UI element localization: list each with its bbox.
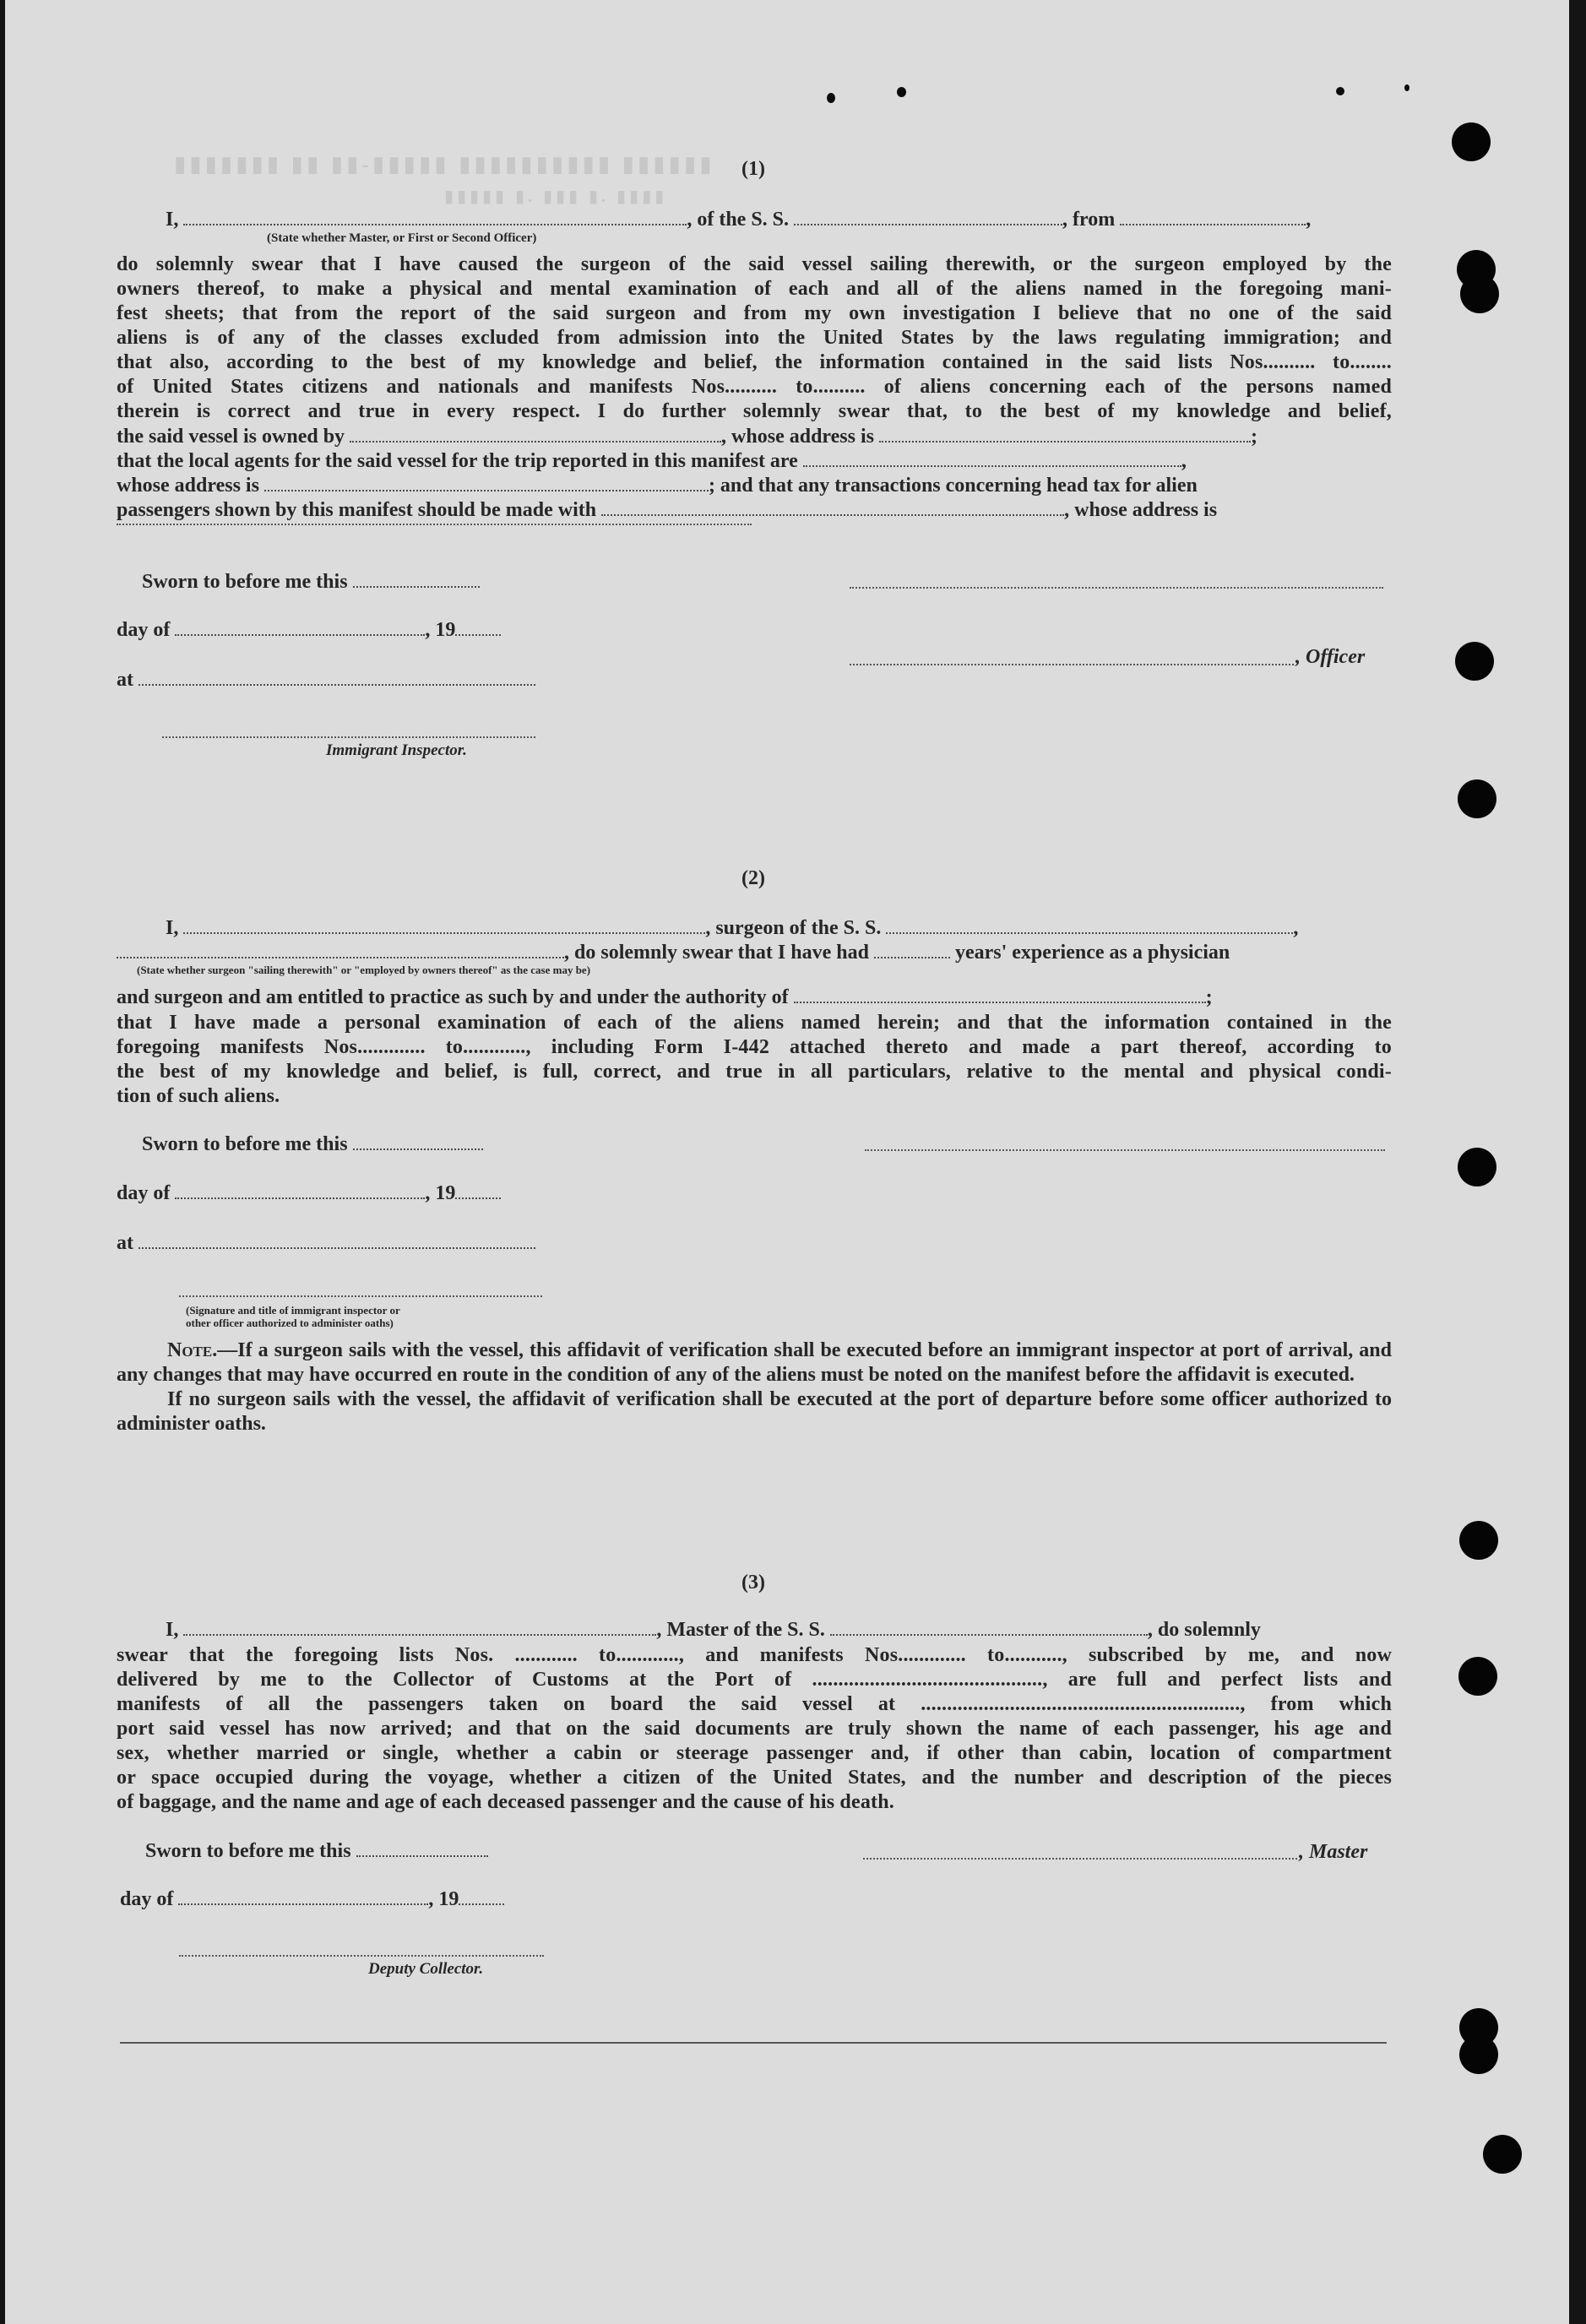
- body-line: owners thereof, to make a physical and mental examination of each and all of the aliens named in the foregoing mani-: [117, 278, 1392, 300]
- surgeon-label: , surgeon of the S. S.: [705, 917, 882, 939]
- of-ss-label: , of the S. S.: [687, 209, 790, 231]
- master-label: , Master of the S. S.: [656, 1619, 825, 1641]
- surgeon-signature-line[interactable]: [865, 1149, 1385, 1151]
- body-line: of United States citizens and nationals and manifests Nos.......... to.......... of aliens concerning each of the persons named: [117, 376, 1392, 398]
- sworn-label: Sworn to before me this: [142, 571, 348, 593]
- master-name-field[interactable]: [183, 1619, 656, 1636]
- section-1-heading: (1): [741, 158, 765, 180]
- section-1-i-line: I, , of the S. S. , from ,: [166, 209, 1312, 231]
- ink-speck: [827, 93, 835, 103]
- address-continuation-field[interactable]: [117, 524, 752, 525]
- day-of-label: day of: [117, 1182, 171, 1204]
- i-label: I,: [166, 917, 179, 939]
- sworn-day-field[interactable]: [356, 1840, 488, 1857]
- body-line: manifests of all the passengers taken on board the said vessel at ............................................................., from which: [117, 1693, 1392, 1715]
- surgeon-caption: (State whether surgeon "sailing therewith" or "employed by owners thereof" as the case may be): [137, 964, 591, 976]
- authority-line: and surgeon and am entitled to practice as such by and under the authority of ;: [117, 986, 1213, 1008]
- collector-signature-line[interactable]: [179, 1955, 544, 1957]
- bleed-through-text: ▮▮▮▮▮ ▮. ▮▮▮ ▮. ▮▮▮▮: [444, 187, 668, 206]
- body-line: therein is correct and true in every respect. I do further solemnly swear that, to the best of my knowledge and belief,: [117, 400, 1392, 422]
- note-2-text: If no surgeon sails with the vessel, the affidavit of verification shall be executed at the port of departure before some officer authorized to administer oaths.: [117, 1388, 1392, 1435]
- vessel-name-field[interactable]: [794, 209, 1062, 225]
- authority-field[interactable]: [794, 986, 1206, 1003]
- body-line: the best of my knowledge and belief, is full, correct, and true in all particulars, relative to the mental and physical condi-: [117, 1061, 1392, 1083]
- punch-hole: [1458, 779, 1496, 818]
- day-of-line: [117, 1182, 501, 1205]
- body-line: or space occupied during the voyage, whether a citizen of the United States, and the number and description of the pieces: [117, 1767, 1392, 1789]
- at-line: [117, 1232, 535, 1255]
- officer-caption: (State whether Master, or First or Second Officer): [267, 231, 537, 245]
- body-line: delivered by me to the Collector of Customs at the Port of ............................................, are full and perfect lists and: [117, 1669, 1392, 1691]
- sworn-label: Sworn to before me this: [142, 1133, 348, 1155]
- officer-name-field[interactable]: [183, 209, 687, 225]
- agents-address-line: [117, 475, 1198, 497]
- signature-caption-2: other officer authorized to administer oaths): [186, 1317, 394, 1329]
- passengers-address-label: , whose address is: [1064, 499, 1218, 521]
- inspector-caption: Immigrant Inspector.: [326, 741, 467, 759]
- i-label: I,: [166, 1619, 179, 1641]
- year-label: , 19: [425, 1182, 456, 1204]
- surgeon-vessel-field[interactable]: [886, 917, 1293, 934]
- officer-signature-line-2[interactable]: [850, 664, 1294, 665]
- master-signature-line[interactable]: [863, 1858, 1297, 1860]
- owner-address-field[interactable]: [879, 426, 1251, 443]
- bottom-rule: [120, 2042, 1387, 2044]
- body-line: aliens is of any of the classes excluded from admission into the United States by the laws regulating immigration; and: [117, 327, 1392, 349]
- inspector-signature-line[interactable]: [162, 736, 535, 738]
- years-label: years' experience as a physician: [954, 942, 1230, 964]
- body-line: foregoing manifests Nos............. to............, including Form I-442 attached thereto and made a part thereof, according to: [117, 1036, 1392, 1058]
- body-line: port said vessel has now arrived; and that on the said documents are truly shown the name of each passenger, his age and: [117, 1718, 1392, 1740]
- signature-caption-1: (Signature and title of immigrant inspector or: [186, 1304, 400, 1317]
- section-2-i-line: I, , surgeon of the S. S. ,: [166, 917, 1299, 939]
- sworn-day-field[interactable]: [353, 1133, 483, 1150]
- master-label: , Master: [1299, 1841, 1368, 1863]
- transactions-field[interactable]: [601, 499, 1064, 516]
- officer-signature-line-1[interactable]: [850, 587, 1383, 589]
- sworn-label: Sworn to before me this: [145, 1840, 351, 1862]
- section-2-note: [117, 1338, 1392, 1436]
- section-3-heading: (3): [741, 1572, 765, 1594]
- body-line: fest sheets; that from the report of the said surgeon and from my own investigation I believe that no one of the said: [117, 302, 1392, 324]
- body-line: swear that the foregoing lists Nos. ............ to............, and manifests Nos............. to..........., subscribed by me, and now: [117, 1644, 1392, 1666]
- sworn-line: [145, 1840, 488, 1863]
- i-label: I,: [166, 209, 179, 231]
- punch-hole: [1455, 642, 1494, 681]
- passengers-label: passengers shown by this manifest should be made with: [117, 499, 597, 521]
- surgeon-status-field[interactable]: [117, 942, 564, 958]
- at-place-field[interactable]: [139, 1232, 535, 1249]
- year-label: , 19: [425, 619, 456, 641]
- ink-speck: [1404, 84, 1409, 91]
- owned-by-line: the said vessel is owned by , whose address is ;: [117, 426, 1257, 448]
- bleed-through-text: ▮▮▮▮▮▮▮ ▮▮ ▮▮-▮▮▮▮▮ ▮▮▮▮▮▮▮▮▮▮ ▮▮▮▮▮▮: [174, 152, 715, 176]
- owned-by-label: the said vessel is owned by: [117, 426, 345, 448]
- agents-address-label: whose address is: [117, 475, 259, 497]
- ink-speck: [897, 87, 906, 97]
- owner-field[interactable]: [350, 426, 721, 443]
- punch-hole: [1483, 2135, 1522, 2174]
- manifest-affidavit-page: [5, 0, 1569, 2324]
- day-of-label: day of: [117, 619, 171, 641]
- section-3-i-line: [166, 1619, 1261, 1642]
- note-label: Note.: [167, 1339, 218, 1361]
- officer-label: , Officer: [1295, 646, 1366, 668]
- day-of-label: day of: [120, 1888, 174, 1910]
- day-of-line: [120, 1888, 504, 1911]
- agents-line: that the local agents for the said vessel for the trip reported in this manifest are ,: [117, 450, 1187, 472]
- day-of-line: [117, 619, 501, 642]
- sworn-day-field[interactable]: [353, 571, 480, 588]
- solemnly-label: , do solemnly swear that I have had: [564, 942, 869, 964]
- from-port-field[interactable]: [1120, 209, 1306, 225]
- agents-label: that the local agents for the said vessel for the trip reported in this manifest are: [117, 450, 798, 472]
- punch-hole: [1458, 1148, 1496, 1186]
- agents-field[interactable]: [803, 450, 1181, 467]
- punch-hole: [1460, 274, 1499, 313]
- punch-hole: [1459, 2035, 1498, 2074]
- inspector-signature-line[interactable]: [179, 1295, 542, 1297]
- section-3-last-line: of baggage, and the name and age of each deceased passenger and the cause of his death.: [117, 1791, 894, 1813]
- do-solemnly-label: , do solemnly: [1147, 1619, 1261, 1641]
- sworn-line: [142, 571, 480, 594]
- year-field[interactable]: [455, 1182, 501, 1199]
- body-line: that I have made a personal examination of each of the aliens named herein; and that the information contained in the: [117, 1012, 1392, 1034]
- years-field[interactable]: [874, 942, 950, 958]
- year-label: , 19: [428, 1888, 459, 1910]
- punch-hole: [1452, 122, 1491, 161]
- month-field[interactable]: [175, 619, 425, 636]
- section-2-last-line: tion of such aliens.: [117, 1085, 280, 1107]
- at-label: at: [117, 1232, 133, 1254]
- from-label: , from: [1062, 209, 1116, 231]
- punch-hole: [1458, 1657, 1497, 1696]
- section-1-body: [117, 252, 1392, 424]
- body-line: that also, according to the best of my knowledge and belief, the information contained in the said lists Nos.......... to........: [117, 351, 1392, 373]
- at-line: [117, 669, 535, 692]
- month-field[interactable]: [178, 1888, 428, 1905]
- section-2-body: [117, 1011, 1392, 1084]
- owner-address-label: , whose address is: [721, 426, 874, 448]
- agents-address-field[interactable]: [264, 475, 709, 491]
- year-field[interactable]: [459, 1888, 504, 1905]
- sworn-line: [142, 1133, 483, 1156]
- section-2-heading: (2): [741, 867, 765, 889]
- body-line: do solemnly swear that I have caused the surgeon of the said vessel sailing therewith, or the surgeon employed by the: [117, 253, 1392, 275]
- ink-speck: [1336, 87, 1344, 95]
- note-text: —If a surgeon sails with the vessel, this affidavit of verification shall be executed before an immigrant inspector at port of arrival, and any changes that may have occurred en route in the condition of any of the aliens must be noted on the manifest before the affidavit is executed.: [117, 1339, 1392, 1386]
- head-tax-label: ; and that any transactions concerning head tax for alien: [708, 475, 1198, 497]
- year-field[interactable]: [455, 619, 501, 636]
- surgeon-name-field[interactable]: [183, 917, 705, 934]
- passengers-line: [117, 499, 1217, 522]
- month-field[interactable]: [175, 1182, 425, 1199]
- section-3-body: [117, 1643, 1392, 1790]
- body-line: sex, whether married or single, whether a cabin or steerage passenger and, if other than cabin, location of compartment: [117, 1742, 1392, 1764]
- punch-hole: [1459, 1521, 1498, 1560]
- master-vessel-field[interactable]: [830, 1619, 1148, 1636]
- solemnly-line: [117, 942, 1230, 964]
- authority-label: and surgeon and am entitled to practice as such by and under the authority of: [117, 986, 789, 1008]
- collector-caption: Deputy Collector.: [368, 1960, 484, 1978]
- at-place-field[interactable]: [139, 669, 535, 686]
- at-label: at: [117, 669, 133, 691]
